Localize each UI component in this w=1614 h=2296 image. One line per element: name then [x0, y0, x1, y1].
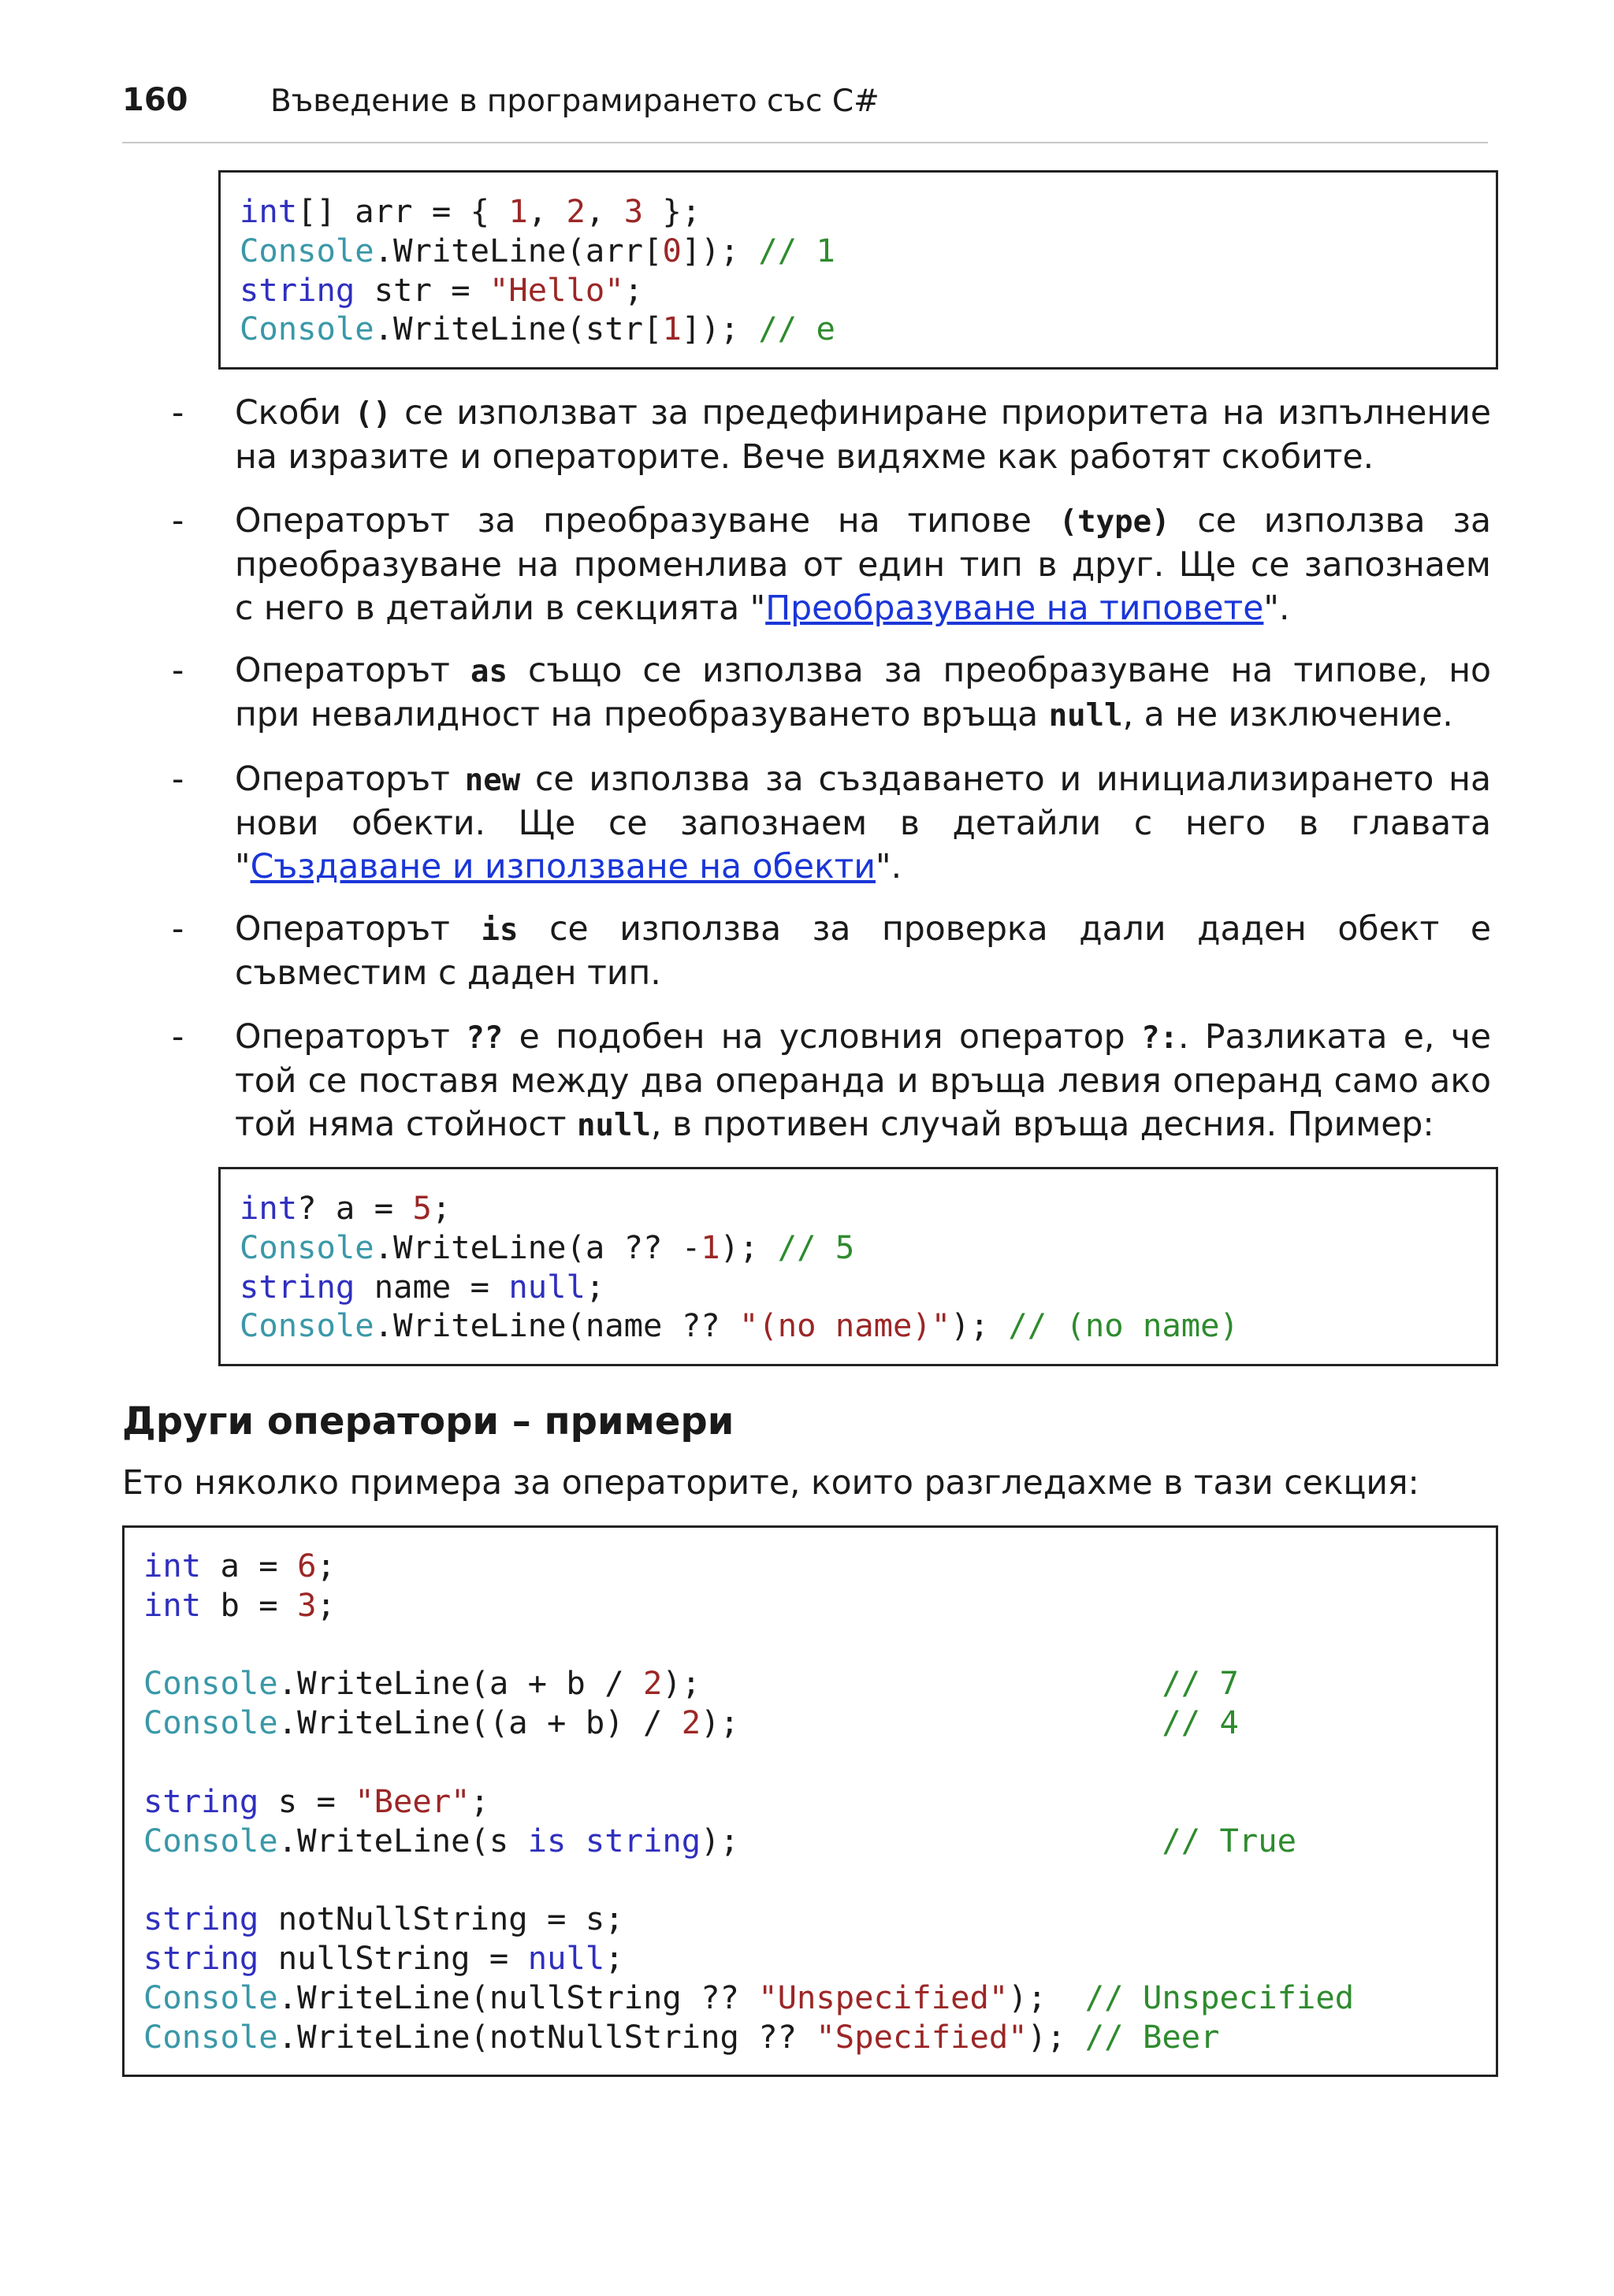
bullet-dash: - [172, 652, 184, 690]
type-token: Console [143, 1978, 278, 2016]
code-token: , [585, 192, 624, 230]
bullet-dash: - [172, 760, 184, 799]
keyword-token: string [143, 1781, 259, 1820]
code-token: ); [1027, 2017, 1085, 2056]
page-number: 160 [122, 82, 188, 118]
keyword-token: null [508, 1267, 586, 1306]
code-token: .WriteLine(a ?? - [374, 1228, 701, 1266]
type-token: Console [143, 1703, 278, 1742]
code-token: str = [355, 270, 489, 309]
number-token: 3 [623, 192, 644, 230]
bullet-as-operator [172, 649, 1491, 737]
keyword-token: int [143, 1585, 202, 1624]
string-token: "(no name)" [738, 1306, 951, 1345]
bullet-line: "Създаване и използване на обекти". [235, 848, 902, 886]
number-token: 5 [412, 1189, 432, 1227]
comment-token: // 7 [1162, 1664, 1239, 1703]
number-token: 1 [508, 192, 528, 230]
code-token: .WriteLine(str[ [374, 310, 663, 348]
number-token: 3 [297, 1585, 317, 1624]
bullet-new-operator [172, 758, 1491, 889]
page-header [122, 79, 1488, 143]
bullet-line: на изразите и операторите. Вече видяхме как работят скобите. [235, 438, 1374, 477]
inline-code: is [481, 912, 519, 948]
keyword-token: string [143, 1938, 259, 1977]
code-token: notNullString = s; [258, 1900, 624, 1938]
number-token: 1 [662, 310, 682, 348]
code-token: ); [662, 1664, 1162, 1703]
code-token: , [527, 192, 567, 230]
code-token: .WriteLine((a + b) / [277, 1703, 682, 1742]
bullet-line: Операторът new се използва за създаването и инициализирането на [235, 760, 1491, 799]
keyword-token: string [143, 1900, 259, 1938]
string-token: "Hello" [489, 270, 624, 309]
code-token: ]); [681, 231, 759, 269]
bullet-line: Операторът за преобразуване на типове (type) се използва за [235, 502, 1491, 541]
code-token: name = [355, 1267, 509, 1306]
comment-token: // Beer [1084, 2017, 1220, 2056]
comment-token: // 1 [758, 231, 835, 269]
type-token: Console [240, 231, 374, 269]
code-block-null-coalescing [218, 1167, 1498, 1366]
bullet-dash: - [172, 910, 184, 949]
code-token: ); [950, 1306, 1009, 1345]
comment-token: // (no name) [1008, 1306, 1239, 1345]
code-listing [240, 192, 835, 349]
inline-code: () [354, 396, 392, 432]
code-token: .WriteLine(s [277, 1821, 528, 1859]
keyword-token: string [585, 1821, 701, 1859]
inline-code: null [1048, 698, 1123, 734]
bullet-line: Скоби () се използват за предефиниране приоритета на изпълнение [235, 394, 1491, 433]
code-token: ; [585, 1267, 605, 1306]
section-intro: Ето няколко примера за операторите, които разгледахме в тази секция: [122, 1464, 1419, 1503]
bullet-dash: - [172, 394, 184, 433]
comment-token: // True [1162, 1821, 1297, 1859]
bullet-line: той няма стойност null, в противен случай връща десния. Пример: [235, 1105, 1434, 1144]
bullet-line: Операторът ?? е подобен на условния оператор ?:. Разликата е, че [235, 1018, 1491, 1057]
code-token: a = [201, 1547, 298, 1585]
bullet-type-cast-operator [172, 500, 1491, 630]
comment-token: // 4 [1162, 1703, 1239, 1742]
code-token: ); [720, 1228, 778, 1266]
bullet-line: Операторът as също се използва за преобразуване на типове, но [235, 652, 1491, 690]
bullet-null-coalescing-operator [172, 1016, 1491, 1147]
code-token: .WriteLine(notNullString ?? [277, 2017, 816, 2056]
code-token: [] arr = { [297, 192, 509, 230]
type-token: Console [240, 310, 374, 348]
keyword-token: int [240, 192, 298, 230]
code-token: s = [258, 1781, 355, 1820]
code-token [566, 1822, 585, 1859]
number-token: 1 [701, 1228, 720, 1266]
keyword-token: string [240, 270, 355, 309]
code-token: .WriteLine(a + b / [277, 1664, 643, 1703]
code-token: .WriteLine(arr[ [374, 231, 663, 269]
code-token: ); [1008, 1978, 1085, 2016]
bullet-line: с него в детайли в секцията "Преобразуване на типовете". [235, 589, 1290, 628]
type-token: Console [143, 1664, 278, 1703]
code-token: ); [701, 1703, 1162, 1742]
number-token: 2 [566, 192, 586, 230]
code-token: ; [431, 1189, 452, 1227]
number-token: 6 [297, 1547, 317, 1585]
code-token: ? a = [297, 1189, 413, 1227]
bullet-line: преобразуване на променлива от един тип в друг. Ще се запознаем [235, 546, 1491, 585]
string-token: "Unspecified" [758, 1978, 1009, 2016]
number-token: 2 [642, 1664, 663, 1703]
code-token: ; [623, 270, 644, 309]
code-token: .WriteLine(nullString ?? [277, 1978, 759, 2016]
inline-code: as [470, 654, 508, 689]
inline-code: null [577, 1108, 651, 1143]
code-token: ); [701, 1821, 1162, 1859]
bullet-parentheses-operator [172, 392, 1491, 479]
code-block-operator-examples [122, 1525, 1498, 2077]
bullet-line: той се поставя между два операнда и връща левия операнд само ако [235, 1062, 1491, 1101]
number-token: 2 [681, 1703, 701, 1742]
bullet-dash: - [172, 502, 184, 541]
code-token: ]); [681, 310, 759, 348]
bullet-line: Операторът is се използва за проверка дали даден обект е [235, 910, 1491, 949]
code-token: ; [604, 1938, 624, 1977]
code-block-array-string-indexing [218, 170, 1498, 370]
keyword-token: int [143, 1547, 202, 1585]
code-listing [240, 1189, 1239, 1346]
inline-code: ?? [466, 1020, 504, 1056]
code-listing [143, 1547, 1354, 2056]
bullet-is-operator [172, 908, 1491, 995]
code-token: ; [470, 1781, 489, 1820]
keyword-token: null [527, 1938, 605, 1977]
number-token: 0 [662, 231, 682, 269]
keyword-token: is [527, 1821, 567, 1859]
bullet-line: нови обекти. Ще се запознаем в детайли с него в главата [235, 804, 1491, 843]
running-title: Въведение в програмирането със C# [270, 84, 880, 119]
bullet-line: при невалидност на преобразуването връща null, а не изключение. [235, 696, 1453, 734]
comment-token: // 5 [777, 1228, 855, 1266]
type-token: Console [143, 1821, 278, 1859]
code-token: ; [316, 1547, 336, 1585]
keyword-token: string [240, 1267, 355, 1306]
cross-reference-link[interactable]: Създаване и използване на обекти [250, 848, 876, 886]
type-token: Console [240, 1228, 374, 1266]
code-token: ; [316, 1585, 336, 1624]
string-token: "Beer" [355, 1781, 470, 1820]
keyword-token: int [240, 1189, 298, 1227]
code-token: }; [643, 192, 701, 230]
comment-token: // e [758, 310, 835, 348]
code-token: nullString = [258, 1938, 528, 1977]
code-token: .WriteLine(name ?? [374, 1306, 739, 1345]
inline-code: new [464, 763, 521, 798]
inline-code: ?: [1141, 1020, 1178, 1056]
code-token: b = [201, 1585, 298, 1624]
string-token: "Specified" [816, 2017, 1028, 2056]
bullet-dash: - [172, 1018, 184, 1057]
section-heading: Други оператори – примери [122, 1399, 734, 1443]
cross-reference-link[interactable]: Преобразуване на типовете [765, 589, 1264, 628]
inline-code: (type) [1058, 504, 1170, 540]
comment-token: // Unspecified [1084, 1978, 1355, 2016]
bullet-line: съвместим с даден тип. [235, 954, 661, 993]
type-token: Console [240, 1306, 374, 1345]
type-token: Console [143, 2017, 278, 2056]
